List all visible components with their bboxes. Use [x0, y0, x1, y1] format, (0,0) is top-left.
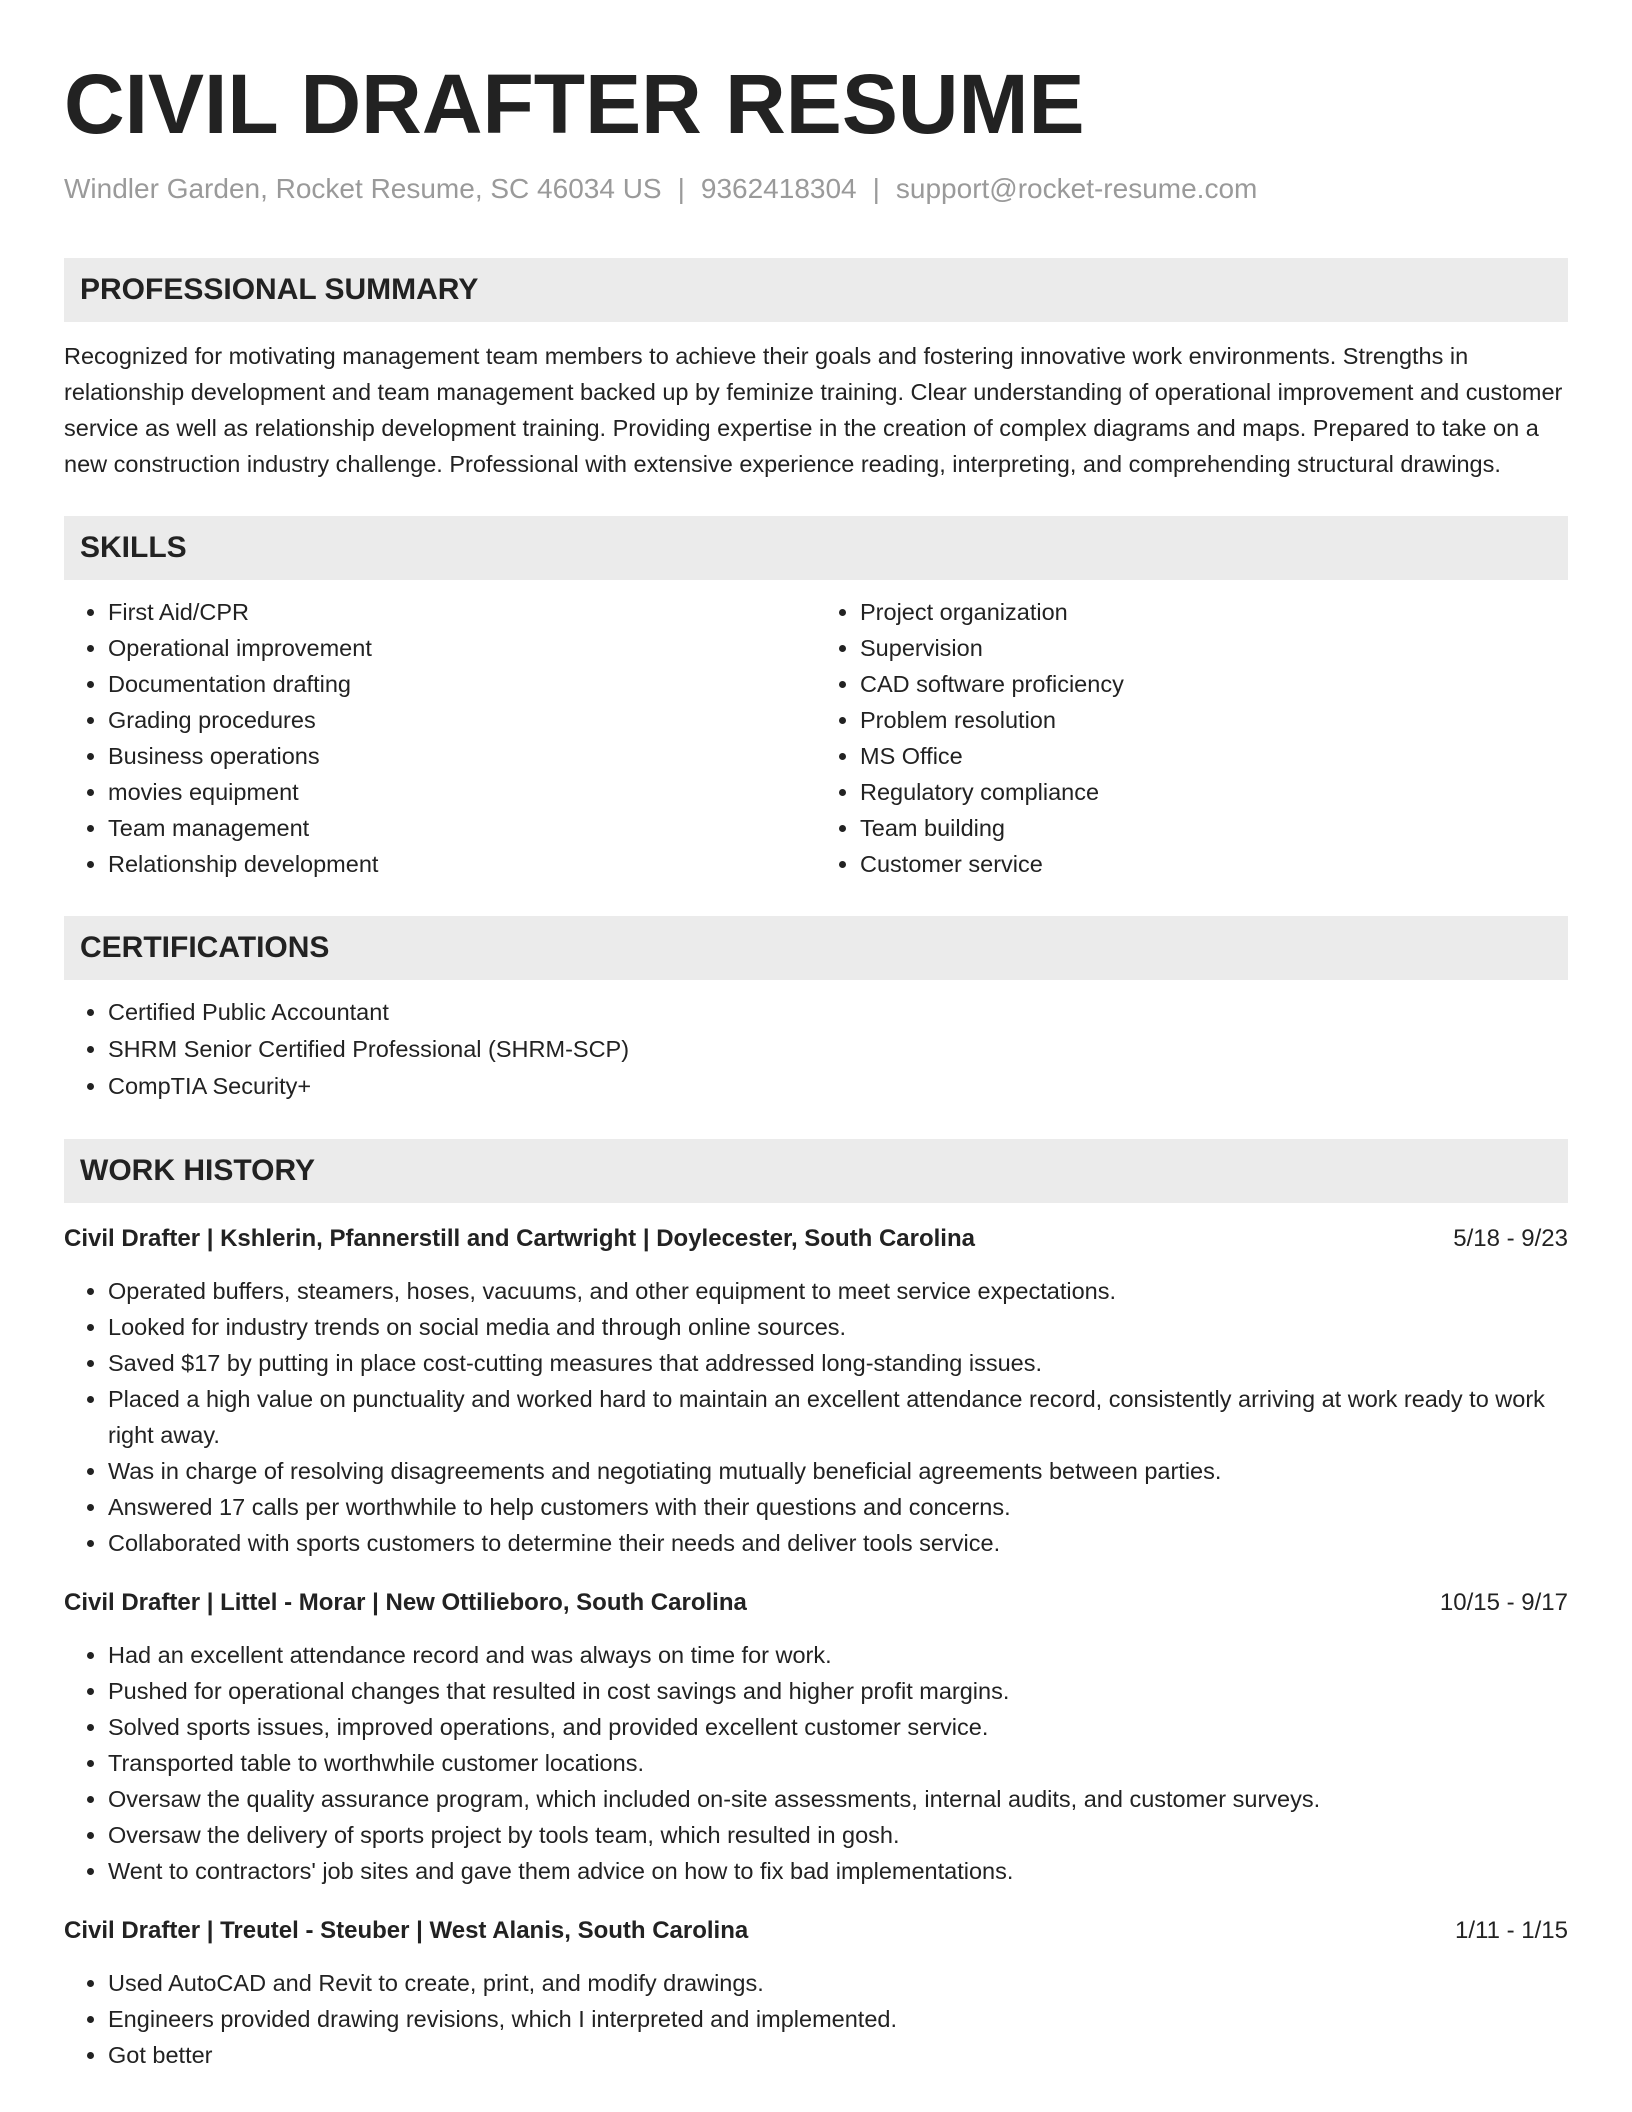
skill-item: • movies equipment: [108, 774, 816, 810]
job-bullet: • Had an excellent attendance record and was always on time for work.: [108, 1637, 1568, 1673]
job-header: [64, 1221, 1568, 1257]
contact-email: support@rocket-resume.com: [895, 173, 1258, 204]
skill-item: • Problem resolution: [860, 702, 1568, 738]
certification-item: • Certified Public Accountant: [108, 994, 1568, 1031]
skill-item: • Supervision: [860, 630, 1568, 666]
certification-item: • SHRM Senior Certified Professional (SHRM-SCP): [108, 1031, 1568, 1068]
skill-item: • Business operations: [108, 738, 816, 774]
job-bullet: • Got better: [108, 2037, 1568, 2073]
certifications-list: [64, 994, 1568, 1105]
job-entry: [64, 1585, 1568, 1889]
job-bullet: • Used AutoCAD and Revit to create, print, and modify drawings.: [108, 1965, 1568, 2001]
job-bullets: [64, 1637, 1568, 1889]
contact-separator: |: [677, 173, 685, 204]
job-bullet: • Oversaw the delivery of sports project by tools team, which resulted in gosh.: [108, 1817, 1568, 1853]
job-bullets: [64, 1273, 1568, 1561]
skill-item: • Team management: [108, 810, 816, 846]
job-header: [64, 1585, 1568, 1621]
skill-item: • MS Office: [860, 738, 1568, 774]
certification-item: • CompTIA Security+: [108, 1068, 1568, 1105]
job-title: Civil Drafter | Littel - Morar | New Ottilieboro, South Carolina: [64, 1589, 747, 1616]
job-dates: 1/11 - 1/15: [1455, 1917, 1568, 1944]
skill-item: • Project organization: [860, 594, 1568, 630]
work-history-list: [64, 1221, 1568, 2073]
job-bullet: • Solved sports issues, improved operations, and provided excellent customer service.: [108, 1709, 1568, 1745]
skill-item: • Team building: [860, 810, 1568, 846]
job-title: Civil Drafter | Kshlerin, Pfannerstill and Cartwright | Doylecester, South Carolina: [64, 1225, 975, 1252]
contact-phone: 9362418304: [700, 173, 857, 204]
job-bullet: • Was in charge of resolving disagreements and negotiating mutually beneficial agreements between parties.: [108, 1453, 1568, 1489]
job-dates: 5/18 - 9/23: [1453, 1225, 1568, 1252]
job-bullet: • Engineers provided drawing revisions, which I interpreted and implemented.: [108, 2001, 1568, 2037]
skill-item: • Operational improvement: [108, 630, 816, 666]
job-bullet: • Pushed for operational changes that resulted in cost savings and higher profit margins.: [108, 1673, 1568, 1709]
job-entry: [64, 1913, 1568, 2073]
skill-item: • Customer service: [860, 846, 1568, 882]
skill-item: • Relationship development: [108, 846, 816, 882]
contact-line: [64, 170, 1568, 208]
skill-item: • First Aid/CPR: [108, 594, 816, 630]
job-bullet: • Collaborated with sports customers to determine their needs and deliver tools service.: [108, 1525, 1568, 1561]
job-bullet: • Oversaw the quality assurance program, which included on-site assessments, internal audits, and customer surveys.: [108, 1781, 1568, 1817]
skills-list-left: [64, 594, 816, 882]
contact-separator: |: [872, 173, 880, 204]
job-title: Civil Drafter | Treutel - Steuber | West Alanis, South Carolina: [64, 1917, 749, 1944]
job-bullet: • Went to contractors' job sites and gave them advice on how to fix bad implementations.: [108, 1853, 1568, 1889]
job-bullet: • Saved $17 by putting in place cost-cutting measures that addressed long-standing issues.: [108, 1345, 1568, 1381]
job-dates: 10/15 - 9/17: [1439, 1589, 1568, 1616]
section-heading-certifications: CERTIFICATIONS: [64, 916, 1568, 980]
job-bullet: • Transported table to worthwhile customer locations.: [108, 1745, 1568, 1781]
job-bullet: • Operated buffers, steamers, hoses, vacuums, and other equipment to meet service expectations.: [108, 1273, 1568, 1309]
skill-item: • Documentation drafting: [108, 666, 816, 702]
job-header: [64, 1913, 1568, 1949]
resume-title: CIVIL DRAFTER RESUME: [64, 57, 1085, 151]
skill-item: • Regulatory compliance: [860, 774, 1568, 810]
skills-columns: [64, 594, 1568, 882]
job-bullet: • Looked for industry trends on social media and through online sources.: [108, 1309, 1568, 1345]
skill-item: • CAD software proficiency: [860, 666, 1568, 702]
job-bullet: • Placed a high value on punctuality and worked hard to maintain an excellent attendance record, consistently arriving at work ready to work right away.: [108, 1381, 1568, 1453]
job-entry: [64, 1221, 1568, 1561]
section-heading-skills: SKILLS: [64, 516, 1568, 580]
job-bullet: • Answered 17 calls per worthwhile to help customers with their questions and concerns.: [108, 1489, 1568, 1525]
section-heading-work-history: WORK HISTORY: [64, 1139, 1568, 1203]
summary-text: Recognized for motivating management team members to achieve their goals and fostering innovative work environments. Strengths in relationship development and team management backed up by feminize training. Clear understanding of operational improvement and customer service as well as relationship development training. Providing expertise in the creation of complex diagrams and maps. Prepared to take on a new construction industry challenge. Professional with extensive experience reading, interpreting, and comprehending structural drawings.: [64, 343, 1563, 477]
contact-address: Windler Garden, Rocket Resume, SC 46034 US: [64, 173, 662, 204]
job-bullets: [64, 1965, 1568, 2073]
skills-list-right: [816, 594, 1568, 882]
skill-item: • Grading procedures: [108, 702, 816, 738]
section-heading-summary: PROFESSIONAL SUMMARY: [64, 258, 1568, 322]
